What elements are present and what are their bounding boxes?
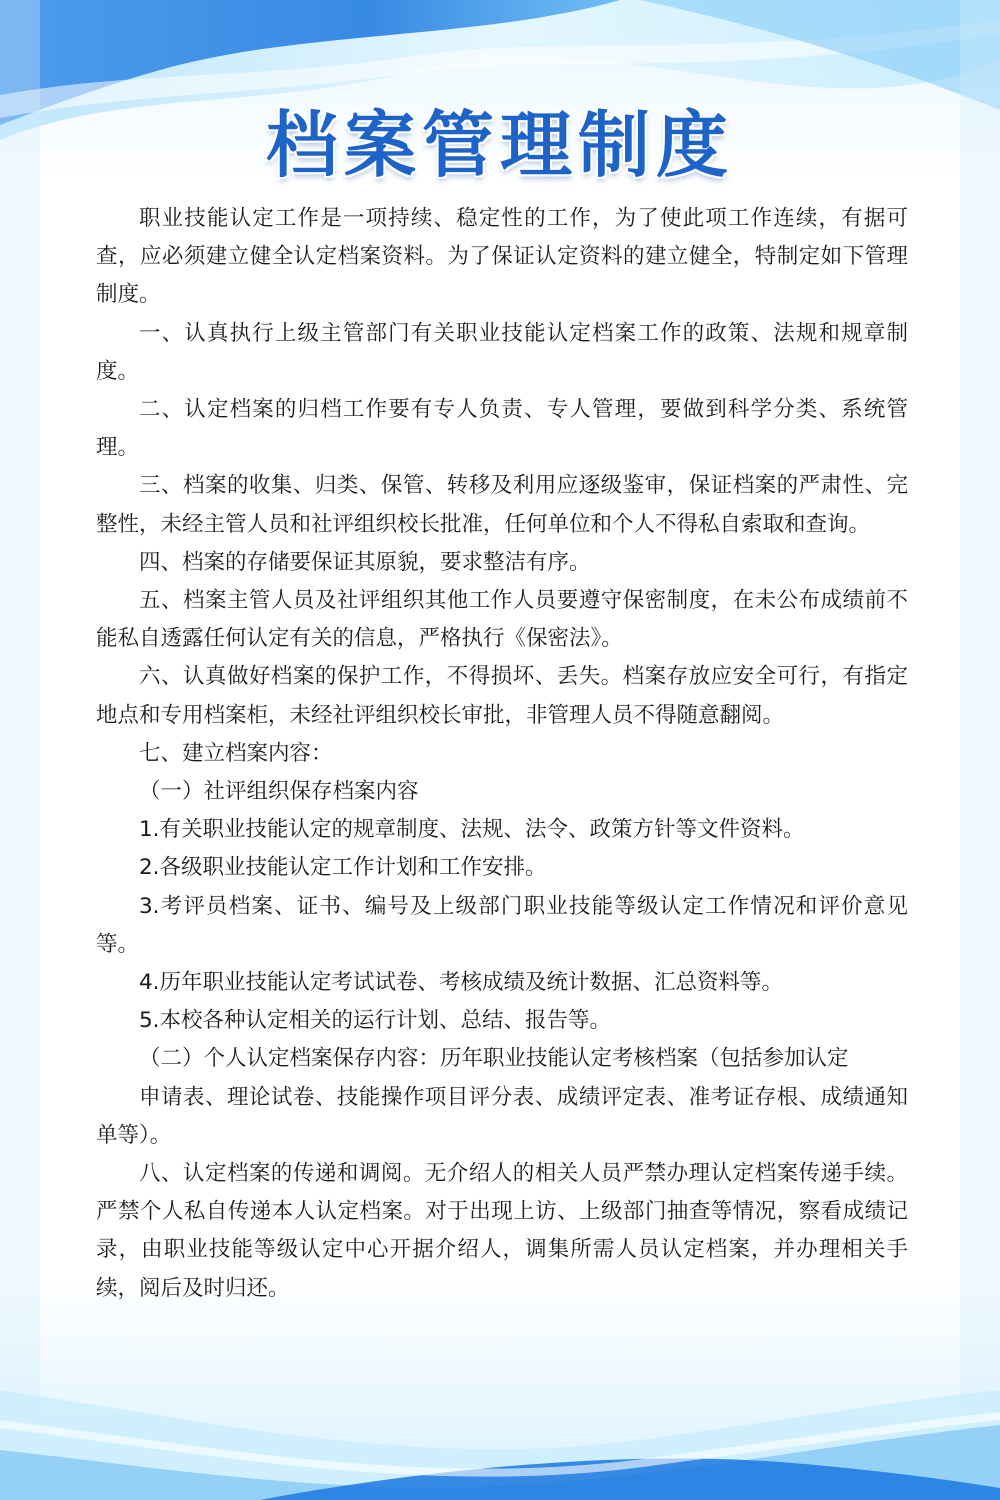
list-item-3: 3.考评员档案、证书、编号及上级部门职业技能等级认定工作情况和评价意见等。 — [96, 893, 908, 957]
paragraph-rule-1: 一、认真执行上级主管部门有关职业技能认定档案工作的政策、法规和规章制度。 — [96, 320, 908, 384]
paragraph-rule-3: 三、档案的收集、归类、保管、转移及利用应逐级鉴审，保证档案的严肃性、完整性，未经主管人员和社评组织校长批准，任何单位和个人不得私自索取和查询。 — [96, 473, 908, 537]
paragraph-rule-6: 六、认真做好档案的保护工作，不得损坏、丢失。档案存放应安全可行，有指定地点和专用档案柜，未经社评组织校长审批，非管理人员不得随意翻阅。 — [96, 664, 908, 728]
document-body — [96, 200, 908, 1308]
paragraph-rule-8: 八、认定档案的传递和调阅。无介绍人的相关人员严禁办理认定档案传递手续。严禁个人私自传递本人认定档案。对于出现上访、上级部门抽查等情况，察看成绩记录，由职业技能等级认定中心开据介绍人，调集所需人员认定档案，并办理相关手续，阅后及时归还。 — [96, 1161, 908, 1301]
paragraph-intro: 职业技能认定工作是一项持续、稳定性的工作，为了使此项工作连续，有据可查，应必须建立健全认定档案资料。为了保证认定资料的建立健全，特制定如下管理制度。 — [96, 206, 908, 308]
paragraph-section-1-heading: （一）社评组织保存档案内容 — [139, 779, 419, 805]
list-item-4: 4.历年职业技能认定考试试卷、考核成绩及统计数据、汇总资料等。 — [139, 970, 784, 996]
paragraph-rule-5: 五、档案主管人员及社评组织其他工作人员要遵守保密制度，在未公布成绩前不能私自透露任何认定有关的信息，严格执行《保密法》。 — [96, 588, 908, 652]
page-title: 档案管理制度 — [265, 103, 734, 187]
paragraph-section-2: （二）个人认定档案保存内容：历年职业技能认定考核档案（包括参加认定 — [139, 1046, 849, 1072]
list-item-2: 2.各级职业技能认定工作计划和工作安排。 — [139, 855, 547, 881]
list-item-1: 1.有关职业技能认定的规章制度、法规、法令、政策方针等文件资料。 — [139, 817, 805, 843]
paragraph-rule-7-heading: 七、建立档案内容： — [139, 740, 333, 766]
list-item-5: 5.本校各种认定相关的运行计划、总结、报告等。 — [139, 1008, 612, 1034]
paragraph-rule-2: 二、认定档案的归档工作要有专人负责、专人管理，要做到科学分类、系统管理。 — [96, 397, 908, 461]
paragraph-rule-4: 四、档案的存储要保证其原貌，要求整洁有序。 — [139, 549, 591, 575]
paragraph-section-2-continued: 申请表、理论试卷、技能操作项目评分表、成绩评定表、准考证存根、成绩通知单等）。 — [96, 1084, 908, 1148]
